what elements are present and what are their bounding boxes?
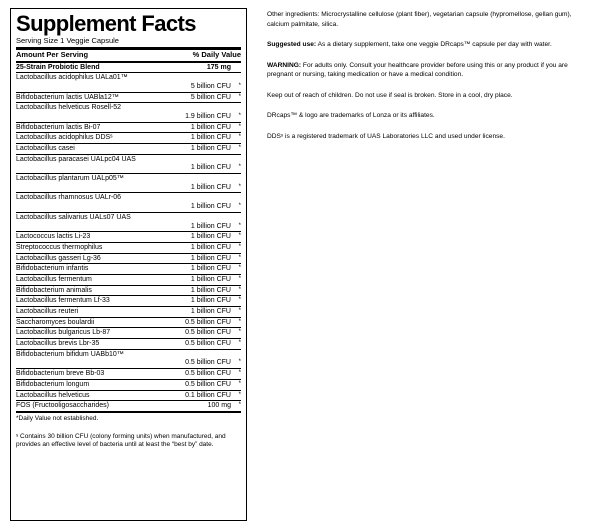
ingredient-name-cont (16, 183, 157, 193)
ingredient-amount: 0.1 billion CFU (157, 390, 231, 401)
table-row (16, 253, 241, 264)
ingredient-name: Bifidobacterium animalis (16, 285, 157, 296)
table-row (16, 358, 241, 368)
ingredient-amount: 1 billion CFU (157, 222, 231, 232)
ingredient-daily-value (231, 63, 241, 73)
ingredient-name: Lactobacillus fermentum Lf-33 (16, 296, 157, 307)
ingredient-daily-value: * (231, 183, 241, 193)
table-row (16, 133, 241, 144)
ingredient-name: Lactobacillus helveticus Rosell-52 (16, 104, 122, 112)
table-row (16, 212, 241, 221)
ingredient-name-cont (16, 112, 157, 122)
ingredient-name: Bifidobacterium bifidum UABb10™ (16, 350, 124, 358)
ingredient-name-cont (16, 358, 157, 368)
table-row (16, 144, 241, 155)
ingredient-amount: 0.5 billion CFU (157, 328, 231, 339)
table-row (16, 264, 241, 275)
table-row (16, 390, 241, 401)
ingredient-daily-value: * (231, 369, 241, 380)
ingredient-amount: 1 billion CFU (157, 232, 231, 243)
ingredient-amount: 0.5 billion CFU (157, 369, 231, 380)
table-row (16, 232, 241, 243)
ingredient-name: Bifidobacterium breve Bb-03 (16, 369, 157, 380)
warning-label: WARNING: (267, 61, 302, 69)
ingredient-name: Lactobacillus acidophilus UALa01™ (16, 74, 128, 82)
ingredient-amount: 0.5 billion CFU (157, 317, 231, 328)
supplement-facts-panel (10, 8, 247, 521)
ingredient-amount: 1 billion CFU (157, 274, 231, 285)
daily-value-label: % Daily Value (192, 50, 241, 60)
warning-text: For adults only. Consult your healthcare provider before using this or any product if you are pregnant or nursing, taking medication or have a medical condition. (267, 61, 568, 79)
ingredient-daily-value: * (231, 82, 241, 92)
table-header (16, 50, 241, 60)
ingredient-name: Lactobacillus bulgaricus Lb-87 (16, 328, 157, 339)
table-row (16, 202, 241, 212)
serving-size: Serving Size 1 Veggie Capsule (16, 36, 119, 45)
ingredient-name: Lactobacillus rhamnosus UALr-06 (16, 194, 122, 202)
table-row (16, 274, 241, 285)
ingredient-name: Lactobacillus acidophilus DDSˢ (16, 133, 157, 144)
ingredient-daily-value: * (231, 163, 241, 173)
table-row (16, 222, 241, 232)
ingredient-daily-value: * (231, 264, 241, 275)
ingredient-name: Lactobacillus casei (16, 144, 157, 155)
nutrient-table (16, 63, 241, 412)
ingredient-amount: 5 billion CFU (157, 82, 231, 92)
table-row (16, 193, 241, 202)
ingredient-daily-value: * (231, 358, 241, 368)
ingredient-daily-value: * (231, 390, 241, 401)
ingredient-daily-value: * (231, 285, 241, 296)
ingredient-amount: 1 billion CFU (157, 133, 231, 144)
ingredient-name-cont (16, 82, 157, 92)
warning (267, 61, 594, 80)
footnote-daily-value: *Daily Value not established. (16, 414, 99, 422)
ingredient-amount: 1 billion CFU (157, 307, 231, 318)
other-ingredients: Other ingredients: Microcrystalline cellulose (plant fiber), vegetarian capsule (hypromellose, gellan gum), calcium palmitate, silica. (267, 11, 572, 28)
ingredient-amount: 1 billion CFU (157, 183, 231, 193)
ingredient-name: Lactobacillus brevis Lbr-35 (16, 339, 157, 350)
ingredient-daily-value: * (231, 112, 241, 122)
keep-out-of-reach: Keep out of reach of children. Do not use if seal is broken. Store in a cool, dry place. (267, 91, 513, 99)
table-row (16, 401, 241, 412)
ingredient-amount: 0.5 billion CFU (157, 379, 231, 390)
table-row (16, 92, 241, 103)
ingredient-daily-value: * (231, 253, 241, 264)
footnote-cfu: ˢ Contains 30 billion CFU (colony forming units) when manufactured, and provides an effective level of bacteria until at least the “best by” date. (16, 432, 226, 449)
ingredient-daily-value: * (231, 222, 241, 232)
ingredient-amount: 100 mg (157, 401, 231, 412)
ingredient-amount: 1 billion CFU (157, 144, 231, 155)
ingredient-amount: 1 billion CFU (157, 285, 231, 296)
ingredient-daily-value: * (231, 232, 241, 243)
ingredient-daily-value: * (231, 242, 241, 253)
suggested-use-label: Suggested use: (267, 41, 317, 49)
suggested-use (267, 40, 594, 50)
table-row (16, 242, 241, 253)
ingredient-daily-value: * (231, 133, 241, 144)
ingredient-amount: 1.9 billion CFU (157, 112, 231, 122)
ingredient-daily-value: * (231, 296, 241, 307)
ingredient-name: Bifidobacterium lactis UABla12™ (16, 92, 157, 103)
trademark-dds: DDSˢ is a registered trademark of UAS Laboratories LLC and used under license. (267, 132, 505, 140)
product-info (247, 8, 594, 526)
ingredient-name-cont (16, 163, 157, 173)
table-row (16, 122, 241, 133)
suggested-use-text: As a dietary supplement, take one veggie DRcaps™ capsule per day with water. (316, 41, 552, 49)
supplement-facts-title: Supplement Facts (16, 11, 196, 36)
ingredient-name: Bifidobacterium lactis Bi-07 (16, 122, 157, 133)
ingredient-daily-value: * (231, 122, 241, 133)
ingredient-daily-value: * (231, 92, 241, 103)
ingredient-amount: 175 mg (157, 63, 231, 73)
table-row (16, 285, 241, 296)
ingredient-daily-value: * (231, 339, 241, 350)
table-row (16, 103, 241, 112)
ingredient-name: 25-Strain Probiotic Blend (16, 63, 157, 73)
ingredient-name: FOS (Fructooligosaccharides) (16, 401, 157, 412)
ingredient-name: Lactobacillus paracasei UALpc04 UAS (16, 155, 136, 163)
ingredient-name-cont (16, 202, 157, 212)
ingredient-amount: 0.5 billion CFU (157, 358, 231, 368)
table-row (16, 339, 241, 350)
ingredient-amount: 1 billion CFU (157, 264, 231, 275)
table-row (16, 296, 241, 307)
ingredient-daily-value: * (231, 274, 241, 285)
ingredient-daily-value: * (231, 317, 241, 328)
ingredient-name-cont (16, 222, 157, 232)
ingredient-amount: 1 billion CFU (157, 296, 231, 307)
trademark-drcaps: DRcaps™ & logo are trademarks of Lonza or its affiliates. (267, 112, 435, 120)
ingredient-name: Lactobacillus reuteri (16, 307, 157, 318)
table-row (16, 369, 241, 380)
ingredient-daily-value: * (231, 307, 241, 318)
ingredient-daily-value: * (231, 328, 241, 339)
ingredient-amount: 1 billion CFU (157, 122, 231, 133)
ingredient-daily-value: * (231, 202, 241, 212)
amount-per-serving-label: Amount Per Serving (16, 50, 89, 60)
table-row (16, 379, 241, 390)
ingredient-name: Lactobacillus helveticus (16, 390, 157, 401)
ingredient-daily-value: * (231, 379, 241, 390)
table-row (16, 163, 241, 173)
ingredient-amount: 0.5 billion CFU (157, 339, 231, 350)
table-row (16, 73, 241, 82)
table-row (16, 154, 241, 163)
ingredient-name: Lactobacillus gasseri Lg-36 (16, 253, 157, 264)
ingredient-name: Lactobacillus salivarius UALs07 UAS (16, 213, 131, 221)
ingredient-amount: 1 billion CFU (157, 163, 231, 173)
ingredient-name: Lactococcus lactis Li-23 (16, 232, 157, 243)
ingredient-name: Streptococcus thermophilus (16, 242, 157, 253)
ingredient-name: Lactobacillus fermentum (16, 274, 157, 285)
table-row (16, 183, 241, 193)
table-row (16, 112, 241, 122)
ingredient-amount: 1 billion CFU (157, 202, 231, 212)
ingredient-daily-value: * (231, 401, 241, 412)
table-row (16, 174, 241, 183)
ingredient-amount: 1 billion CFU (157, 242, 231, 253)
table-row (16, 349, 241, 358)
table-row (16, 63, 241, 73)
ingredient-daily-value: * (231, 144, 241, 155)
table-row (16, 328, 241, 339)
ingredient-amount: 5 billion CFU (157, 92, 231, 103)
table-row (16, 307, 241, 318)
table-row (16, 82, 241, 92)
ingredient-name: Bifidobacterium longum (16, 379, 157, 390)
ingredient-name: Lactobacillus plantarum UALp05™ (16, 175, 124, 183)
ingredient-name: Saccharomyces boulardii (16, 317, 157, 328)
ingredient-name: Bifidobacterium infantis (16, 264, 157, 275)
ingredient-amount: 1 billion CFU (157, 253, 231, 264)
table-row (16, 317, 241, 328)
